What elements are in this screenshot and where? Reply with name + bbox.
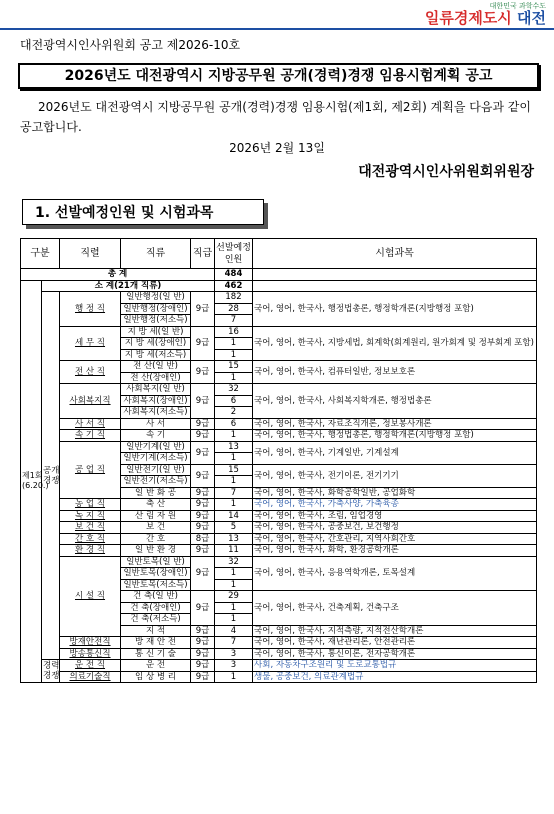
subject-cell: 국어, 영어, 한국사, 사회복지학개론, 행정법총론 <box>253 384 537 419</box>
type-cell: 일반기계(저소득) <box>121 453 191 465</box>
series-cell: 행 정 직 <box>60 292 121 327</box>
type-cell: 축 산 <box>121 499 191 511</box>
type-cell: 통 신 기 술 <box>121 648 191 660</box>
header-grade: 직급 <box>191 239 215 269</box>
open-competition-label: 공개 경쟁 <box>42 292 60 660</box>
type-cell: 일반행정(장애인) <box>121 303 191 315</box>
type-cell: 일 반 환 경 <box>121 545 191 557</box>
series-cell: 속 기 직 <box>60 430 121 442</box>
grade-cell: 9급 <box>191 510 215 522</box>
table-row <box>21 384 537 396</box>
grade-cell: 9급 <box>191 625 215 637</box>
header-category: 구분 <box>21 239 60 269</box>
count-cell: 15 <box>215 464 253 476</box>
table-row <box>21 499 537 511</box>
grade-cell: 9급 <box>191 545 215 557</box>
subtotal-value: 462 <box>215 280 253 292</box>
type-cell: 전 산(장애인) <box>121 372 191 384</box>
grade-cell: 9급 <box>191 441 215 464</box>
series-cell: 보 건 직 <box>60 522 121 534</box>
grade-cell: 9급 <box>191 499 215 511</box>
type-cell: 속 기 <box>121 430 191 442</box>
table-row <box>21 510 537 522</box>
table-row <box>21 292 537 304</box>
header-divider <box>0 28 554 30</box>
grade-cell: 9급 <box>191 591 215 626</box>
grade-cell: 9급 <box>191 384 215 419</box>
count-cell: 13 <box>215 533 253 545</box>
grade-cell: 9급 <box>191 522 215 534</box>
series-cell: 사회복지직 <box>60 384 121 419</box>
intro-paragraph: 2026년도 대전광역시 지방공무원 공개(경력)경쟁 임용시험(제1회, 제2회) 계획을 다음과 같이 공고합니다. <box>20 100 531 134</box>
subject-cell: 사회, 자동차구조원리 및 도로교통법규 <box>253 660 537 672</box>
header-subjects: 시험과목 <box>253 239 537 269</box>
career-competition-label: 경력 경쟁 <box>43 661 60 681</box>
type-cell: 일반토목(저소득) <box>121 579 191 591</box>
type-cell: 일반토목(장애인) <box>121 568 191 580</box>
table-row <box>21 637 537 649</box>
count-cell: 7 <box>215 637 253 649</box>
type-cell: 사회복지(일 반) <box>121 384 191 396</box>
series-cell: 세 무 직 <box>60 326 121 361</box>
table-row <box>21 556 537 568</box>
count-cell: 1 <box>215 614 253 626</box>
subtotal-label: 소 계(21개 직류) <box>42 280 215 292</box>
city-logo <box>425 2 546 26</box>
subject-cell: 국어, 영어, 한국사, 행정법총론, 행정학개론(지방행정 포함) <box>253 292 537 327</box>
type-cell: 사회복지(장애인) <box>121 395 191 407</box>
type-cell: 건 축(저소득) <box>121 614 191 626</box>
round-label: 제1회 (6.20.) <box>21 280 42 683</box>
series-cell: 사 서 직 <box>60 418 121 430</box>
table-row <box>21 545 537 557</box>
grade-cell: 9급 <box>191 648 215 660</box>
subject-cell: 국어, 영어, 한국사, 자료조직개론, 정보봉사개론 <box>253 418 537 430</box>
section-title: 1. 선발예정인원 및 시험과목 <box>22 199 264 225</box>
count-cell: 1 <box>215 372 253 384</box>
type-cell: 일반행정(저소득) <box>121 315 191 327</box>
subject-cell: 국어, 영어, 한국사, 건축계획, 건축구조 <box>253 591 537 626</box>
header-series: 직렬 <box>60 239 121 269</box>
type-cell: 건 축(장애인) <box>121 602 191 614</box>
count-cell: 3 <box>215 660 253 672</box>
type-cell: 산 림 자 원 <box>121 510 191 522</box>
subject-cell: 국어, 영어, 한국사, 가축사양, 가축육종 <box>253 499 537 511</box>
grade-cell: 9급 <box>191 430 215 442</box>
exam-table <box>20 238 537 683</box>
series-cell: 간 호 직 <box>60 533 121 545</box>
count-cell: 32 <box>215 556 253 568</box>
subject-cell: 국어, 영어, 한국사, 행정법총론, 행정학개론(지방행정 포함) <box>253 430 537 442</box>
series-cell: 의료기술직 <box>60 671 121 683</box>
grade-cell: 9급 <box>191 464 215 487</box>
type-cell: 지 방 세(저소득) <box>121 349 191 361</box>
type-cell: 간 호 <box>121 533 191 545</box>
page-title: 2026년도 대전광역시 지방공무원 공개(경력)경쟁 임용시험계획 공고 <box>18 63 539 89</box>
count-cell: 2 <box>215 407 253 419</box>
count-cell: 1 <box>215 338 253 350</box>
type-cell: 일반기계(일 반) <box>121 441 191 453</box>
type-cell: 사 서 <box>121 418 191 430</box>
type-cell: 임 상 병 리 <box>121 671 191 683</box>
series-cell: 전 산 직 <box>60 361 121 384</box>
subject-cell: 국어, 영어, 한국사, 컴퓨터일반, 정보보호론 <box>253 361 537 384</box>
grade-cell: 9급 <box>191 660 215 672</box>
grade-cell: 9급 <box>191 556 215 591</box>
subject-cell: 국어, 영어, 한국사, 화학, 환경공학개론 <box>253 545 537 557</box>
grade-cell: 9급 <box>191 487 215 499</box>
series-cell: 환 경 직 <box>60 545 121 557</box>
table-row <box>21 660 537 672</box>
grade-cell: 8급 <box>191 533 215 545</box>
total-value: 484 <box>215 269 253 281</box>
grade-cell: 9급 <box>191 292 215 327</box>
count-cell: 3 <box>215 648 253 660</box>
table-row <box>21 361 537 373</box>
count-cell: 1 <box>215 430 253 442</box>
count-cell: 1 <box>215 453 253 465</box>
total-label: 총 계 <box>21 269 215 281</box>
subject-cell: 국어, 영어, 한국사, 공중보건, 보건행정 <box>253 522 537 534</box>
logo-tagline: 대한민국 과학수도 <box>489 2 546 10</box>
grade-cell: 9급 <box>191 671 215 683</box>
type-cell: 전 산(일 반) <box>121 361 191 373</box>
notice-date: 2026년 2월 13일 <box>229 141 325 155</box>
type-cell: 운 전 <box>121 660 191 672</box>
table-row <box>21 648 537 660</box>
count-cell: 29 <box>215 591 253 603</box>
table-row <box>21 671 537 683</box>
grade-cell: 9급 <box>191 361 215 384</box>
count-cell: 16 <box>215 326 253 338</box>
subject-cell: 국어, 영어, 한국사, 지방세법, 회계학(회계원리, 원가회계 및 정부회계 포함) <box>253 326 537 361</box>
count-cell: 1 <box>215 349 253 361</box>
count-cell: 1 <box>215 602 253 614</box>
type-cell: 일반전기(저소득) <box>121 476 191 488</box>
table-row <box>21 326 537 338</box>
table-row <box>21 533 537 545</box>
count-cell: 182 <box>215 292 253 304</box>
count-cell: 5 <box>215 522 253 534</box>
series-cell: 방송통신직 <box>60 648 121 660</box>
type-cell: 지 방 세(장애인) <box>121 338 191 350</box>
count-cell: 14 <box>215 510 253 522</box>
type-cell: 보 건 <box>121 522 191 534</box>
table-row <box>21 418 537 430</box>
subject-cell: 국어, 영어, 한국사, 화학공학일반, 공업화학 <box>253 487 537 499</box>
type-cell: 지 적 <box>121 625 191 637</box>
type-cell: 사회복지(저소득) <box>121 407 191 419</box>
series-cell: 공 업 직 <box>60 441 121 499</box>
subject-cell: 국어, 영어, 한국사, 재난관리론, 안전관리론 <box>253 637 537 649</box>
count-cell: 1 <box>215 579 253 591</box>
header-type: 직류 <box>121 239 191 269</box>
logo-wordmark: 일류경제도시 대전 <box>424 9 546 27</box>
count-cell: 6 <box>215 395 253 407</box>
type-cell: 건 축(일 반) <box>121 591 191 603</box>
notice-number: 대전광역시인사위원회 공고 제2026-10호 <box>20 38 241 52</box>
series-cell: 시 설 직 <box>60 556 121 637</box>
series-cell: 농 업 직 <box>60 499 121 511</box>
type-cell: 지 방 세(일 반) <box>121 326 191 338</box>
grade-cell: 9급 <box>191 637 215 649</box>
count-cell: 6 <box>215 418 253 430</box>
grade-cell: 9급 <box>191 326 215 361</box>
subject-cell: 국어, 영어, 한국사, 간호관리, 지역사회간호 <box>253 533 537 545</box>
subject-cell: 국어, 영어, 한국사, 조림, 임업경영 <box>253 510 537 522</box>
type-cell: 일 반 화 공 <box>121 487 191 499</box>
table-row <box>21 441 537 453</box>
table-row <box>21 522 537 534</box>
count-cell: 1 <box>215 499 253 511</box>
table-row <box>21 430 537 442</box>
count-cell: 1 <box>215 476 253 488</box>
count-cell: 1 <box>215 671 253 683</box>
series-cell: 녹 지 직 <box>60 510 121 522</box>
type-cell: 일반행정(일 반) <box>121 292 191 304</box>
type-cell: 일반토목(일 반) <box>121 556 191 568</box>
signer: 대전광역시인사위원회위원장 <box>358 164 534 180</box>
count-cell: 11 <box>215 545 253 557</box>
count-cell: 28 <box>215 303 253 315</box>
count-cell: 7 <box>215 487 253 499</box>
count-cell: 15 <box>215 361 253 373</box>
header-count: 선발예정 인원 <box>215 239 253 269</box>
count-cell: 13 <box>215 441 253 453</box>
subject-cell: 국어, 영어, 한국사, 통신이론, 전자공학개론 <box>253 648 537 660</box>
count-cell: 1 <box>215 568 253 580</box>
grade-cell: 9급 <box>191 418 215 430</box>
type-cell: 방 재 안 전 <box>121 637 191 649</box>
subject-cell: 국어, 영어, 한국사, 응용역학개론, 토목설계 <box>253 556 537 591</box>
series-cell: 운 전 직 <box>60 660 121 672</box>
count-cell: 32 <box>215 384 253 396</box>
subject-cell: 생물, 공중보건, 의료관계법규 <box>253 671 537 683</box>
subject-cell: 국어, 영어, 한국사, 지적측량, 지적전산학개론 <box>253 625 537 637</box>
subject-cell: 국어, 영어, 한국사, 기계일반, 기계설계 <box>253 441 537 464</box>
subject-cell: 국어, 영어, 한국사, 전기이론, 전기기기 <box>253 464 537 487</box>
series-cell: 방재안전직 <box>60 637 121 649</box>
count-cell: 4 <box>215 625 253 637</box>
type-cell: 일반전기(일 반) <box>121 464 191 476</box>
count-cell: 7 <box>215 315 253 327</box>
